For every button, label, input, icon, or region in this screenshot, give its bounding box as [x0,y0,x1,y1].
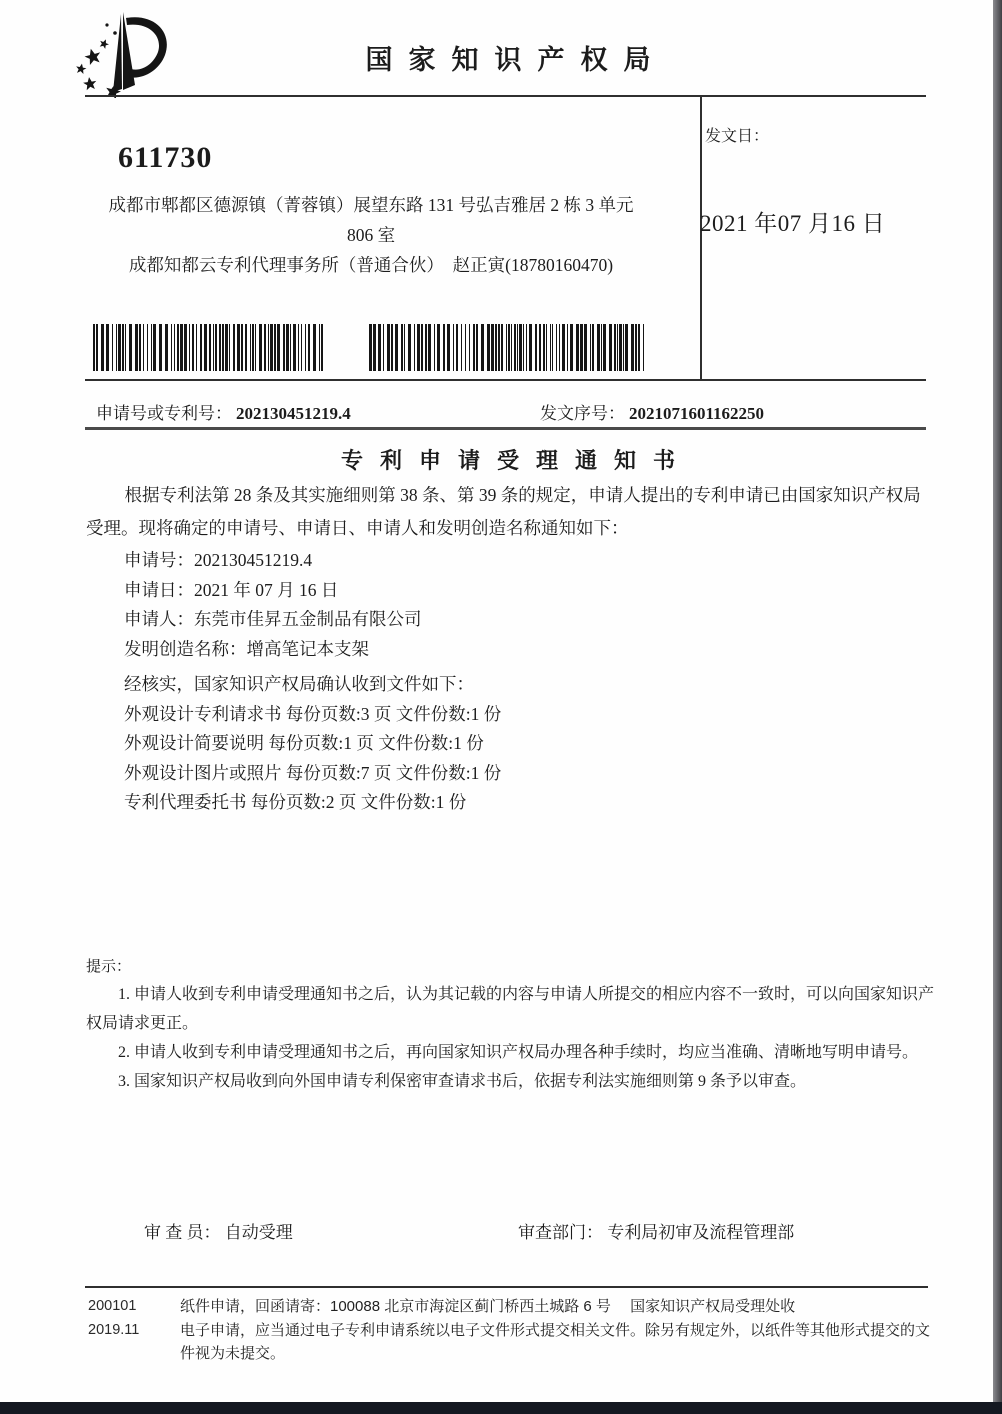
tip-3: 3. 国家知识产权局收到向外国申请专利保密审查请求书后，依据专利法实施细则第 9 条予以审查。 [118,1073,807,1090]
tips-list [86,980,937,1096]
detail-app-no: 申请号：202130451219.4 [124,550,313,570]
department-value: 专利局初审及流程管理部 [607,1223,795,1242]
barcode-left [93,324,325,371]
footer-codes [88,1295,139,1342]
address-line-2: 806 室 [346,225,396,245]
agency-line: 成都知都云专利代理事务所（普通合伙） 赵正寅(18780160470) [128,255,614,275]
application-number-label: 申请号或专利号： [96,404,232,423]
footer-rule [85,1286,928,1288]
recipient-address [80,190,662,280]
application-number-value: 202130451219.4 [236,404,351,423]
application-number-field [96,399,351,424]
examiner-field [144,1218,293,1243]
serial-number-label: 发文序号： [540,404,625,423]
detail-invention-title: 发明创造名称：增高笔记本支架 [124,638,369,659]
scan-bottom-edge-shadow [0,1402,1002,1414]
panel-bottom-rule [85,379,926,381]
received-intro: 经核实，国家知识产权局确认收到文件如下： [124,674,474,694]
detail-applicant: 申请人：东莞市佳昇五金制品有限公司 [124,609,422,629]
footer-code-1: 200101 [88,1298,137,1314]
department-label: 审查部门： [518,1223,603,1242]
footer-code-2: 2019.11 [88,1321,140,1338]
scan-right-edge-shadow [993,0,1002,1414]
org-title: 国家知识产权局 [365,45,667,75]
tip-2: 2. 申请人收到专利申请受理通知书之后，再向国家知识产权局办理各种手续时，均应当准确、清晰地写明申请号。 [118,1044,919,1061]
footer-note-electronic: 电子申请，应当通过电子专利申请系统以电子文件形式提交相关文件。除另有规定外，以纸件等其他形式提交的文件视为未提交。 [180,1321,931,1362]
detail-filing-date: 申请日：2021 年 07 月 16 日 [124,579,339,600]
serial-number-field [540,399,764,424]
examiner-value: 自动受理 [224,1223,293,1242]
notice-title: 专利申请受理通知书 [340,448,692,473]
address-line-1: 成都市郫都区德源镇（菁蓉镇）展望东路 131 号弘吉雅居 2 栋 3 单元 [108,195,634,215]
ref-row-thick-rule [85,427,926,430]
footer-note-paper: 纸件申请，回函请寄：100088 北京市海淀区蓟门桥西土城路 6 号 国家知识产权局受理处收 [180,1298,796,1315]
notice-intro: 根据专利法第 28 条及其实施细则第 38 条、第 39 条的规定，申请人提出的专利申请已由国家知识产权局受理。现将确定的申请号、申请日、申请人和发明创造名称通知如下： [86,485,921,538]
application-details [124,546,422,664]
examiner-label: 审 查 员： [144,1223,221,1242]
postal-code: 611730 [118,141,213,174]
barcode-right [369,324,647,371]
tips-label: 提示： [86,959,132,975]
issue-date-value: 2021 年07 月16 日 [700,211,886,236]
department-field [518,1218,794,1243]
received-doc-3: 外观设计图片或照片 每份页数:7 页 文件份数:1 份 [124,762,502,783]
received-doc-4: 专利代理委托书 每份页数:2 页 文件份数:1 份 [124,792,467,812]
serial-number-value: 2021071601162250 [629,404,765,423]
tip-1: 1. 申请人收到专利申请受理通知书之后，认为其记载的内容与申请人所提交的相应内容不一致时，可以向国家知识产权局请求更正。 [86,986,935,1032]
received-doc-1: 外观设计专利请求书 每份页数:3 页 文件份数:1 份 [124,703,502,724]
issue-date-label: 发文日： [705,128,770,145]
footer-notes [180,1295,937,1366]
received-documents [124,670,501,818]
header-rule [85,95,926,97]
received-doc-2: 外观设计简要说明 每份页数:1 页 文件份数:1 份 [124,733,484,753]
